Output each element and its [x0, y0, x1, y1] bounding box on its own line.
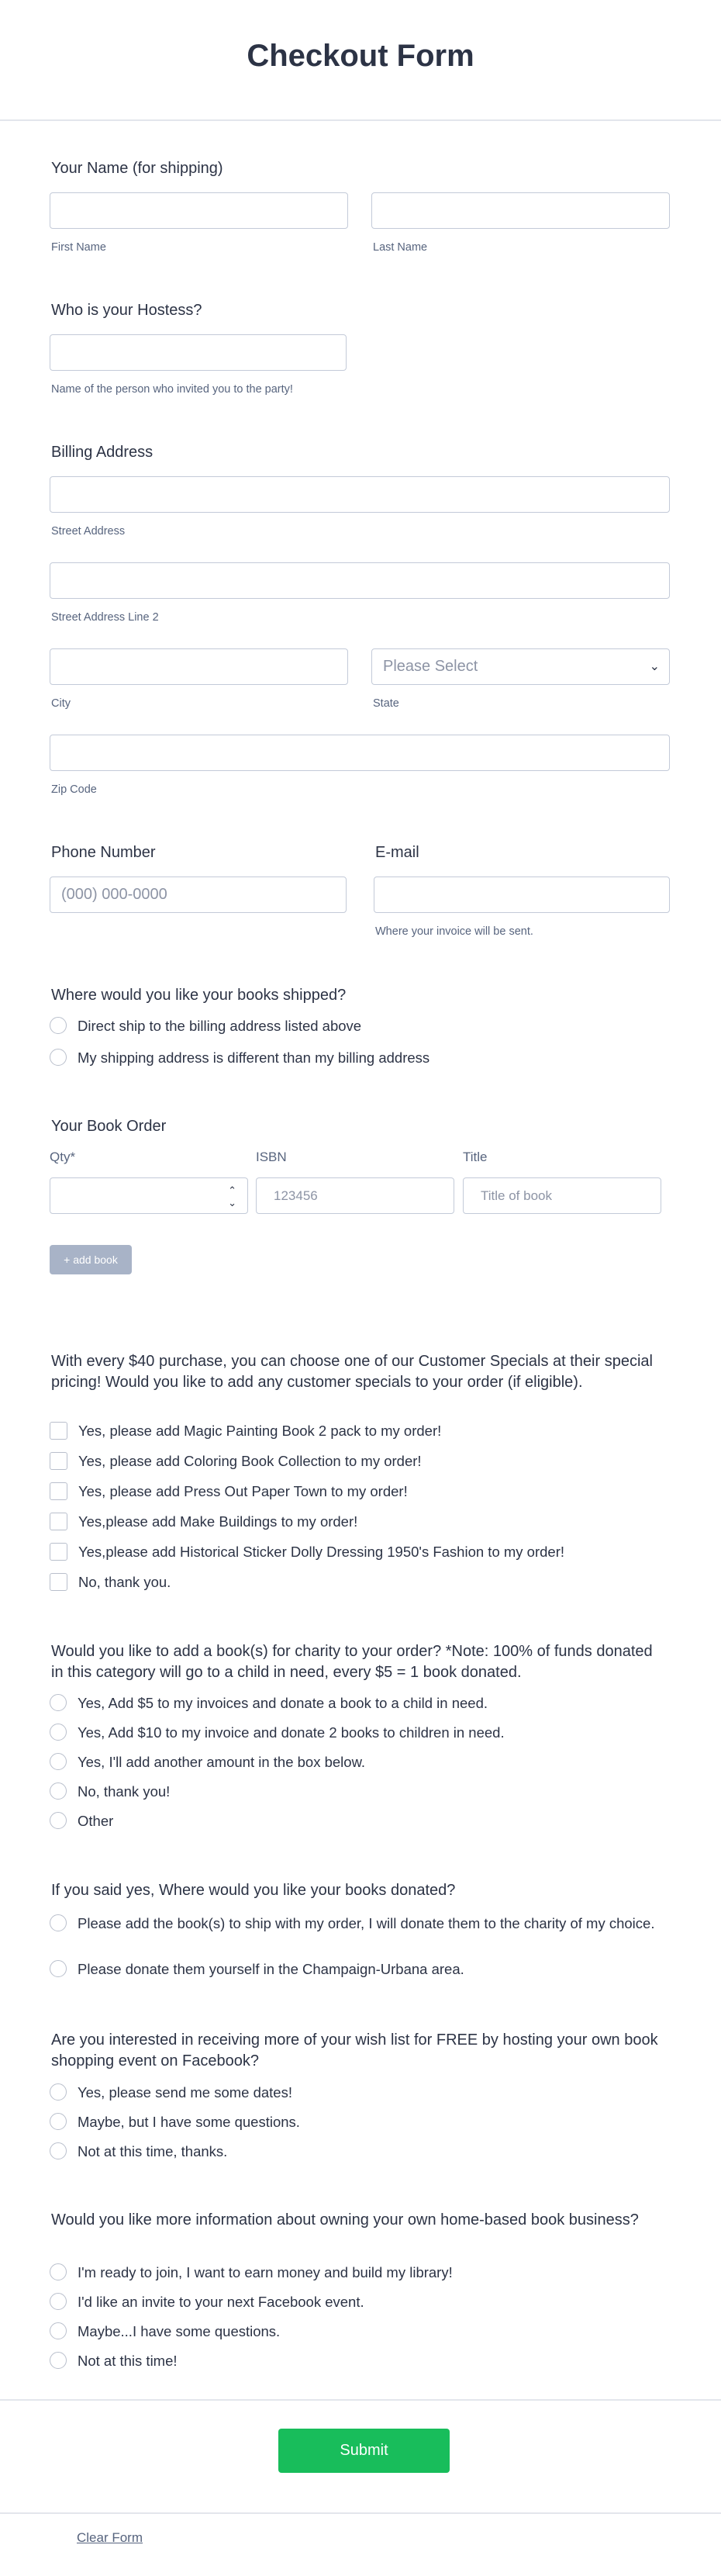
billing-label: Billing Address	[51, 444, 154, 461]
qty-stepper[interactable]	[50, 1177, 248, 1214]
street-address-input[interactable]	[50, 476, 670, 513]
option-label: I'm ready to join, I want to earn money and build my library!	[78, 2264, 453, 2280]
radio-button[interactable]	[50, 2293, 67, 2310]
radio-button[interactable]	[50, 1914, 67, 1931]
radio-button[interactable]	[50, 1812, 67, 1829]
facebook-option[interactable]	[50, 2083, 662, 2102]
shipping-question: Where would you like your books shipped?	[51, 987, 347, 1004]
radio-button[interactable]	[50, 1694, 67, 1711]
page-title: Checkout Form	[247, 39, 474, 73]
business-option[interactable]	[50, 2352, 662, 2370]
isbn-input[interactable]	[256, 1177, 454, 1214]
title-column-header: Title	[463, 1150, 488, 1164]
option-label: Not at this time!	[78, 2353, 178, 2369]
option-label: Maybe...I have some questions.	[78, 2323, 281, 2339]
option-label: Yes, please add Coloring Book Collection to my order!	[78, 1453, 422, 1469]
name-label: Your Name (for shipping)	[51, 160, 223, 177]
business-option[interactable]	[50, 2322, 662, 2341]
charity-option[interactable]	[50, 1694, 662, 1713]
checkbox[interactable]	[50, 1543, 67, 1561]
street-address-line2-input[interactable]	[50, 562, 670, 599]
radio-button[interactable]	[50, 2083, 67, 2101]
checkbox[interactable]	[50, 1422, 67, 1440]
radio-button[interactable]	[50, 1753, 67, 1770]
state-placeholder: Please Select	[383, 658, 478, 675]
facebook-option[interactable]	[50, 2142, 662, 2161]
option-label: Other	[78, 1813, 114, 1829]
footer-divider	[0, 2399, 721, 2401]
option-label: Not at this time, thanks.	[78, 2143, 228, 2159]
option-label: Yes, Add $5 to my invoices and donate a book to a child in need.	[78, 1695, 488, 1711]
radio-button[interactable]	[50, 2263, 67, 2280]
chevron-down-icon: ⌄	[649, 660, 660, 673]
qty-column-header: Qty*	[50, 1150, 76, 1164]
street-address-line2-sublabel: Street Address Line 2	[51, 611, 159, 624]
facebook-option[interactable]	[50, 2113, 662, 2132]
radio-button[interactable]	[50, 1782, 67, 1800]
city-input[interactable]	[50, 648, 348, 685]
facebook-question: Are you interested in receiving more of your wish list for FREE by hosting your own book shopping event on Facebook?	[51, 2031, 658, 2069]
checkbox[interactable]	[50, 1482, 67, 1500]
street-address-sublabel: Street Address	[51, 525, 126, 538]
option-label: My shipping address is different than my billing address	[78, 1049, 430, 1066]
hostess-input[interactable]	[50, 334, 347, 371]
option-label: I'd like an invite to your next Facebook event.	[78, 2294, 364, 2310]
last-name-sublabel: Last Name	[373, 241, 428, 254]
donated-question: If you said yes, Where would you like your books donated?	[51, 1882, 456, 1899]
zip-code-input[interactable]	[50, 735, 670, 771]
business-option[interactable]	[50, 2263, 662, 2282]
zip-code-sublabel: Zip Code	[51, 783, 97, 796]
option-label: Please donate them yourself in the Champaign-Urbana area.	[78, 1961, 464, 1977]
submit-button[interactable]: Submit	[278, 2429, 450, 2473]
email-input[interactable]	[374, 877, 670, 913]
donated-option[interactable]	[50, 1914, 662, 1933]
option-label: Yes, please add Press Out Paper Town to my order!	[78, 1483, 408, 1499]
option-label: Yes, please add Magic Painting Book 2 pack to my order!	[78, 1423, 442, 1439]
radio-button[interactable]	[50, 1724, 67, 1741]
email-label: E-mail	[375, 844, 419, 861]
charity-option[interactable]	[50, 1782, 662, 1801]
clear-form-link[interactable]: Clear Form	[77, 2530, 143, 2545]
title-input[interactable]	[463, 1177, 661, 1214]
checkbox[interactable]	[50, 1513, 67, 1530]
business-question: Would you like more information about owning your own home-based book business?	[51, 2211, 639, 2228]
state-sublabel: State	[373, 697, 399, 710]
specials-option[interactable]	[50, 1513, 662, 1531]
option-label: Please add the book(s) to ship with my order, I will donate them to the charity of my choice.	[78, 1915, 655, 1931]
option-label: Yes, I'll add another amount in the box below.	[78, 1754, 366, 1770]
option-label: Yes, please send me some dates!	[78, 2084, 292, 2101]
city-sublabel: City	[51, 697, 71, 710]
radio-button[interactable]	[50, 2142, 67, 2159]
shipping-option[interactable]	[50, 1049, 662, 1067]
specials-option[interactable]	[50, 1482, 662, 1501]
radio-button[interactable]	[50, 2352, 67, 2369]
charity-option[interactable]	[50, 1753, 662, 1772]
first-name-sublabel: First Name	[51, 241, 106, 254]
checkbox[interactable]	[50, 1573, 67, 1591]
specials-question: With every $40 purchase, you can choose one of our Customer Specials at their special pricing! Would you like to add any customer specials to your order (if eligible).	[51, 1353, 653, 1391]
donated-option[interactable]	[50, 1960, 662, 1979]
stepper-arrows-icon[interactable]: ⌃ ⌄	[228, 1184, 236, 1208]
specials-option[interactable]	[50, 1573, 662, 1592]
email-hint: Where your invoice will be sent.	[375, 925, 533, 938]
charity-question: Would you like to add a book(s) for charity to your order? *Note: 100% of funds donated in this category will go to a child in need, every $5 = 1 book donated.	[51, 1643, 653, 1681]
bottom-divider	[0, 2512, 721, 2514]
option-label: Yes,please add Make Buildings to my order!	[78, 1513, 358, 1530]
option-label: Maybe, but I have some questions.	[78, 2114, 300, 2130]
charity-option[interactable]	[50, 1724, 662, 1742]
specials-option[interactable]	[50, 1422, 662, 1440]
specials-option[interactable]	[50, 1452, 662, 1471]
option-label: Direct ship to the billing address listed above	[78, 1018, 362, 1034]
radio-button[interactable]	[50, 2113, 67, 2130]
option-label: No, thank you.	[78, 1574, 171, 1590]
radio-button[interactable]	[50, 1049, 67, 1066]
last-name-input[interactable]	[371, 192, 670, 229]
book-order-label: Your Book Order	[51, 1118, 167, 1135]
phone-input[interactable]	[50, 877, 347, 913]
radio-button[interactable]	[50, 2322, 67, 2339]
phone-label: Phone Number	[51, 844, 156, 861]
checkbox[interactable]	[50, 1452, 67, 1470]
hostess-label: Who is your Hostess?	[51, 302, 202, 319]
radio-button[interactable]	[50, 1960, 67, 1977]
hostess-hint: Name of the person who invited you to the party!	[51, 383, 293, 396]
charity-option[interactable]	[50, 1812, 662, 1831]
add-book-button[interactable]: + add book	[50, 1245, 132, 1274]
radio-button[interactable]	[50, 1017, 67, 1034]
phone-placeholder: (000) 000-0000	[61, 886, 167, 903]
option-label: No, thank you!	[78, 1783, 171, 1800]
shipping-option[interactable]	[50, 1017, 662, 1036]
header-divider	[0, 119, 721, 121]
isbn-column-header: ISBN	[256, 1150, 287, 1164]
specials-option[interactable]	[50, 1543, 662, 1561]
business-option[interactable]	[50, 2293, 662, 2311]
state-select[interactable]	[371, 648, 670, 685]
title-placeholder: Title of book	[481, 1188, 552, 1203]
first-name-input[interactable]	[50, 192, 348, 229]
isbn-placeholder: 123456	[274, 1188, 318, 1203]
option-label: Yes,please add Historical Sticker Dolly Dressing 1950's Fashion to my order!	[78, 1544, 564, 1560]
option-label: Yes, Add $10 to my invoice and donate 2 books to children in need.	[78, 1724, 505, 1741]
